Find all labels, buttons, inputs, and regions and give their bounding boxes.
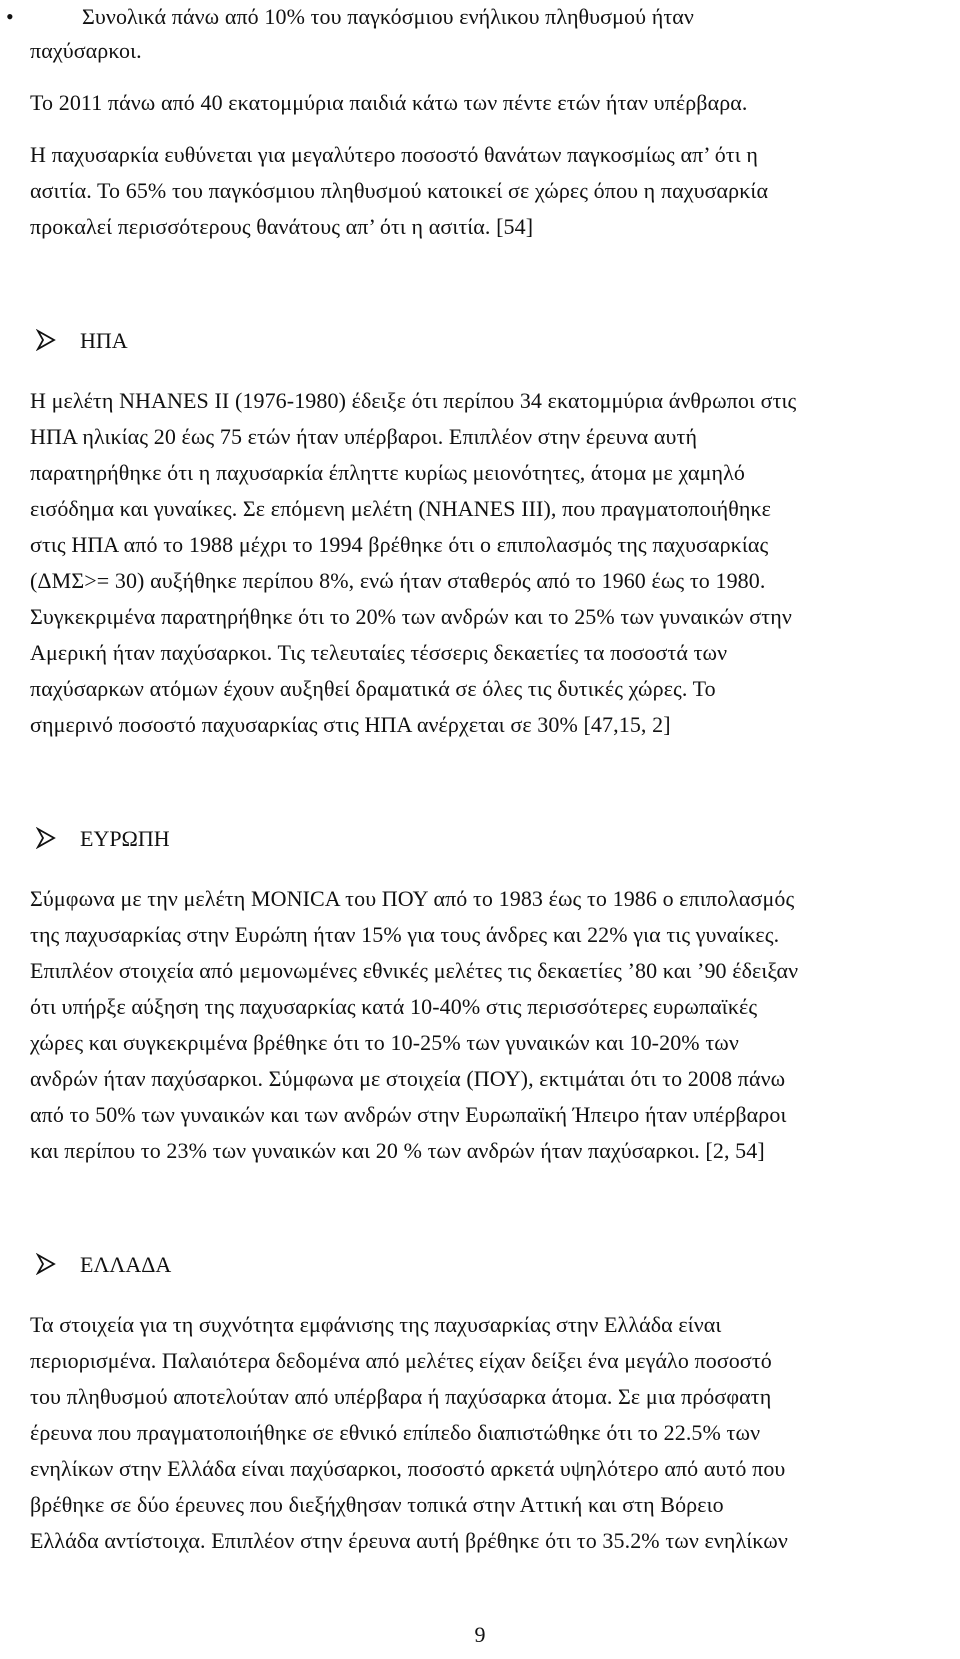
page-number: 9 — [474, 1622, 486, 1647]
text-line: στις ΗΠΑ από το 1988 μέχρι το 1994 βρέθηκε ότι ο επιπολασμός της παχυσαρκίας — [30, 532, 769, 557]
text-line: Ελλάδα αντίστοιχα. Επιπλέον στην έρευνα αυτή βρέθηκε ότι το 35.2% των ενηλίκων — [30, 1528, 788, 1553]
text-line: (ΔΜΣ>= 30) αυξήθηκε περίπου 8%, ενώ ήταν σταθερός από το 1960 έως το 1980. — [30, 568, 766, 593]
section-heading-usa — [36, 328, 128, 354]
text-line: Η μελέτη NHANES II (1976-1980) έδειξε ότι περίπου 34 εκατομμύρια άνθρωποι στις — [30, 388, 797, 413]
text-line: Το 2011 πάνω από 40 εκατομμύρια παιδιά κάτω των πέντε ετών ήταν υπέρβαρα. — [30, 90, 748, 115]
section-heading-text: ΕΛΛΑΔΑ — [80, 1252, 172, 1277]
text-line: του πληθυσμού αποτελούταν από υπέρβαρα ή παχύσαρκα άτομα. Σε μια πρόσφατη — [30, 1384, 772, 1409]
text-line: ασιτία. Το 65% του παγκόσμιου πληθυσμού κατοικεί σε χώρες όπου η παχυσαρκία — [30, 178, 769, 203]
text-line: Αμερική ήταν παχύσαρκοι. Τις τελευταίες τέσσερις δεκαετίες τα ποσοστά των — [30, 640, 728, 665]
section-heading-greece — [36, 1252, 171, 1278]
text-line: προκαλεί περισσότερους θανάτους απ’ ότι η ασιτία. [54] — [30, 214, 534, 239]
text-line: ότι υπήρξε αύξηση της παχυσαρκίας κατά 10-40% στις περισσότερες ευρωπαϊκές — [30, 994, 758, 1019]
text-line: Συγκεκριμένα παρατηρήθηκε ότι το 20% των ανδρών και το 25% των γυναικών στην — [30, 604, 792, 629]
text-line: παρατηρήθηκε ότι η παχυσαρκία έπληττε κυρίως μειονότητες, άτομα με χαμηλό — [30, 460, 745, 485]
text-line: ενηλίκων στην Ελλάδα είναι παχύσαρκοι, ποσοστό αρκετά υψηλότερο από αυτό που — [30, 1456, 786, 1481]
section-heading-text: ΕΥΡΩΠΗ — [80, 826, 170, 851]
text-line: Η παχυσαρκία ευθύνεται για μεγαλύτερο ποσοστό θανάτων παγκοσμίως απ’ ότι η — [30, 142, 758, 167]
text-line: εισόδημα και γυναίκες. Σε επόμενη μελέτη (NHANES III), που πραγματοποιήθηκε — [30, 496, 771, 521]
arrow-bullet-icon — [36, 827, 56, 849]
text-line: περιορισμένα. Παλαιότερα δεδομένα από μελέτες είχαν δείξει ένα μεγάλο ποσοστό — [30, 1348, 772, 1373]
text-line: χώρες και συγκεκριμένα βρέθηκε ότι το 10-25% των γυναικών και 10-20% των — [30, 1030, 739, 1055]
text-line: παχύσαρκοι. — [30, 38, 142, 63]
text-line: παχύσαρκων ατόμων έχουν αυξηθεί δραματικά σε όλες τις δυτικές χώρες. Το — [30, 676, 716, 701]
arrow-bullet-icon — [36, 329, 56, 351]
bullet-marker: • — [6, 4, 14, 29]
text-line: Τα στοιχεία για τη συχνότητα εμφάνισης της παχυσαρκίας στην Ελλάδα είναι — [30, 1312, 722, 1337]
text-line: ανδρών ήταν παχύσαρκοι. Σύμφωνα με στοιχεία (ΠΟΥ), εκτιμάται ότι το 2008 πάνω — [30, 1066, 786, 1091]
text-line: Συνολικά πάνω από 10% του παγκόσμιου ενήλικου πληθυσμού ήταν — [82, 4, 694, 29]
section-heading-text: ΗΠΑ — [80, 328, 128, 353]
text-line: ΗΠΑ ηλικίας 20 έως 75 ετών ήταν υπέρβαροι. Επιπλέον στην έρευνα αυτή — [30, 424, 698, 449]
text-line: της παχυσαρκίας στην Ευρώπη ήταν 15% για τους άνδρες και 22% για τις γυναίκες. — [30, 922, 780, 947]
arrow-bullet-icon — [36, 1253, 56, 1275]
section-heading-europe — [36, 826, 170, 852]
text-line: από το 50% των γυναικών και των ανδρών στην Ευρωπαϊκή Ήπειρο ήταν υπέρβαροι — [30, 1102, 787, 1127]
text-line: έρευνα που πραγματοποιήθηκε σε εθνικό επίπεδο διαπιστώθηκε ότι το 22.5% των — [30, 1420, 761, 1445]
text-line: Σύμφωνα με την μελέτη MONICA του ΠΟΥ από το 1983 έως το 1986 ο επιπολασμός — [30, 886, 795, 911]
text-line: βρέθηκε σε δύο έρευνες που διεξήχθησαν τοπικά στην Αττική και στη Βόρειο — [30, 1492, 724, 1517]
text-line: σημερινό ποσοστό παχυσαρκίας στις ΗΠΑ ανέρχεται σε 30% [47,15, 2] — [30, 712, 671, 737]
text-line: και περίπου το 23% των γυναικών και 20 % των ανδρών ήταν παχύσαρκοι. [2, 54] — [30, 1138, 765, 1163]
text-line: Επιπλέον στοιχεία από μεμονωμένες εθνικές μελέτες τις δεκαετίες ’80 και ’90 έδειξαν — [30, 958, 799, 983]
